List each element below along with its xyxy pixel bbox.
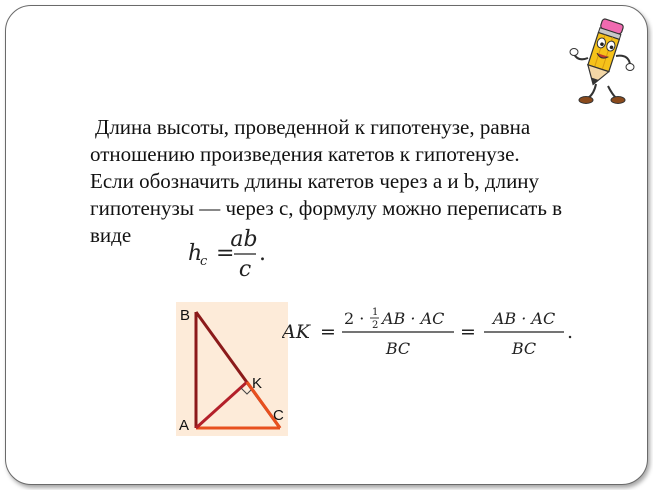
paragraph-line-4: гипотенузы — через c, формулу можно переписать в <box>90 196 563 220</box>
vertex-a-label: A <box>179 417 190 434</box>
paragraph-line-1: Длина высоты, проведенной к гипотенузе, равна <box>95 115 531 139</box>
formula-hc-period: . <box>259 241 266 266</box>
paragraph-line-3: Если обозначить длины катетов через a и b, длину <box>90 169 540 193</box>
formula-ak-equals-2: = <box>460 321 476 343</box>
formula-ak-num-coefficient: 2 · <box>344 309 365 328</box>
formula-hc-lhs: h <box>188 241 203 266</box>
paragraph-line-2: отношению произведения катетов к гипотенузе. <box>90 142 520 166</box>
vertex-c-label: C <box>273 407 284 424</box>
formula-ak-lhs: AK <box>282 321 310 343</box>
formula-ak <box>282 302 582 366</box>
formula-ak-den-2: BC <box>511 339 537 358</box>
formula-ak-num-rest: AB · AC <box>382 309 445 328</box>
formula-hc-equals: = <box>216 241 235 266</box>
formula-ak-num-2: AB · AC <box>492 309 556 328</box>
main-paragraph <box>90 114 630 249</box>
pencil-character-icon <box>568 14 638 106</box>
formula-ak-equals: = <box>320 321 336 343</box>
formula-ak-half-denominator: 2 <box>372 320 379 331</box>
paragraph-line-5: виде <box>90 223 132 247</box>
vertex-b-label: B <box>180 307 191 324</box>
triangle-figure <box>176 302 288 436</box>
formula-hc <box>186 222 286 286</box>
formula-ak-period: . <box>567 321 574 343</box>
formula-ak-half-numerator: 1 <box>372 307 379 318</box>
formula-ak-den-1: BC <box>385 339 411 358</box>
vertex-k-label: K <box>252 375 263 392</box>
formula-hc-denominator: c <box>238 257 252 282</box>
formula-hc-subscript: c <box>200 254 208 269</box>
formula-hc-numerator: ab <box>230 227 258 252</box>
